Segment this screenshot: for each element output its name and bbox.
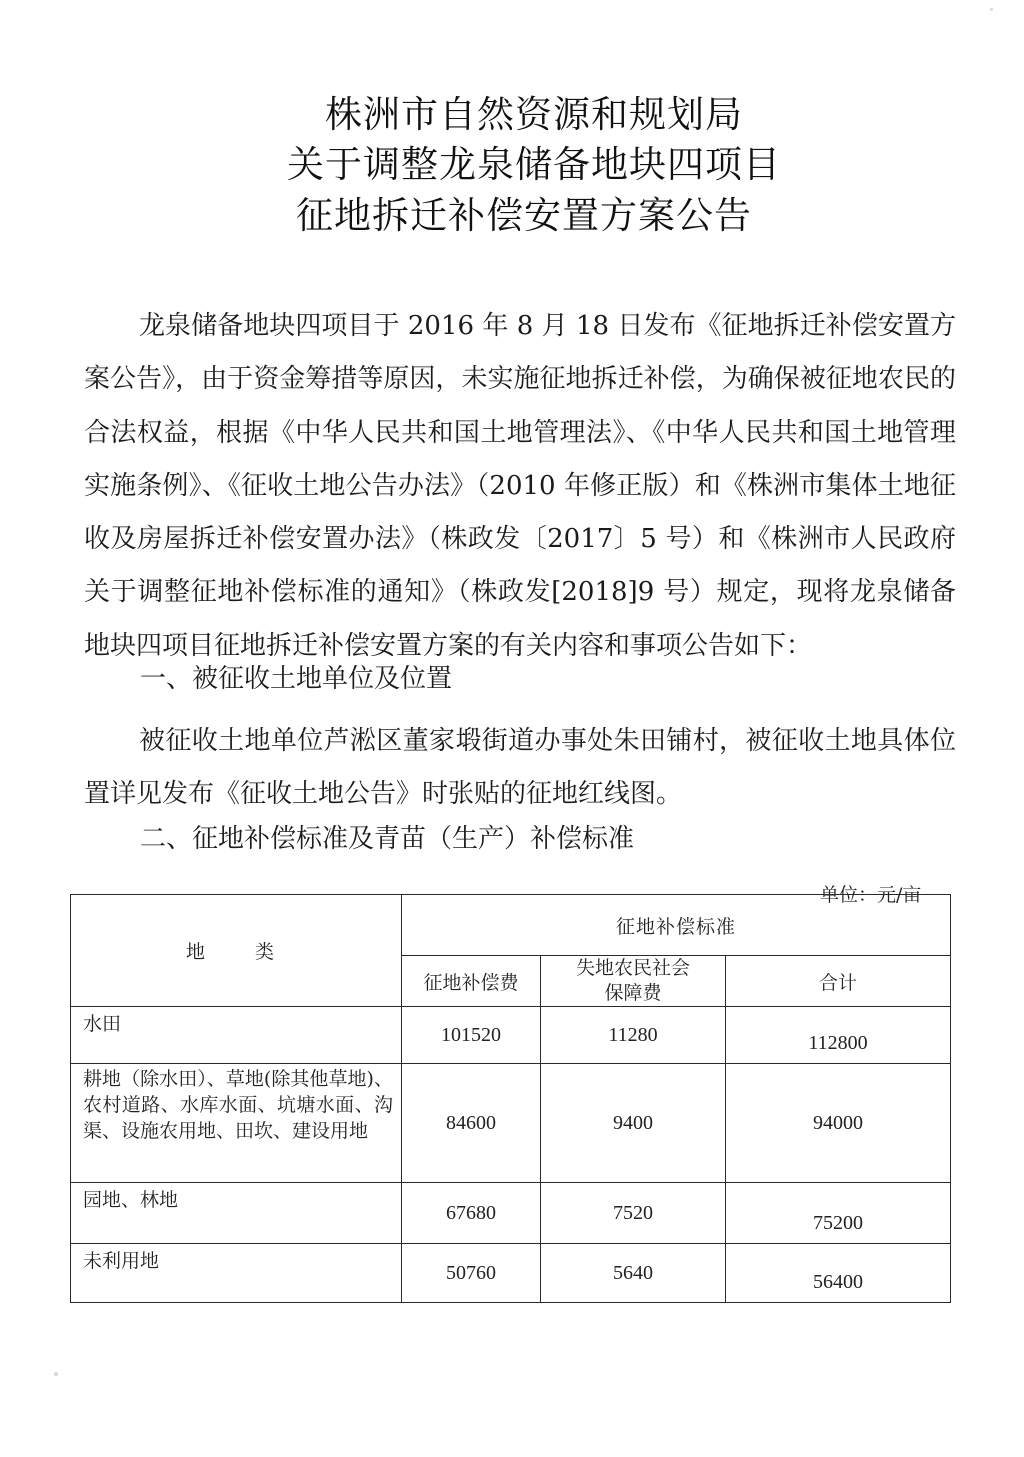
section-2-heading: 二、征地补偿标准及青苗（生产）补偿标准 — [140, 824, 635, 854]
table-row — [71, 1183, 951, 1244]
title-line-2: 关于调整龙泉储备地块四项目 — [287, 143, 781, 186]
header-social-security-fee — [541, 956, 726, 1007]
row-category: 未利用地 — [71, 1244, 402, 1303]
unit-label: 单位：元/亩 — [820, 884, 922, 906]
table-row — [71, 1007, 951, 1064]
header-land-type: 地 类 — [71, 895, 402, 1007]
table-row — [71, 1244, 951, 1303]
row-total: 56400 — [726, 1244, 951, 1303]
row-total: 112800 — [726, 1007, 951, 1064]
row-social-security: 11280 — [541, 1007, 726, 1064]
row-compensation: 101520 — [402, 1007, 541, 1064]
section-1-body: 被征收土地单位芦淞区董家塅街道办事处朱田铺村，被征收土地具体位置详见发布《征收土地公告》时张贴的征地红线图。 — [84, 726, 956, 810]
title-line-3: 征地拆迁补偿安置方案公告 — [296, 194, 752, 237]
row-category: 耕地（除水田）、草地(除其他草地)、农村道路、水库水面、坑塘水面、沟渠、设施农用地、田坎、建设用地 — [71, 1064, 402, 1183]
row-compensation: 67680 — [402, 1183, 541, 1244]
header-social-security-line-1: 失地农民社会 — [575, 957, 690, 979]
section-1-heading: 一、被征收土地单位及位置 — [140, 664, 453, 694]
scan-speck — [990, 8, 993, 11]
row-social-security: 9400 — [541, 1064, 726, 1183]
title-line-1: 株洲市自然资源和规划局 — [325, 93, 743, 136]
row-compensation: 84600 — [402, 1064, 541, 1183]
table-header-row — [71, 895, 951, 956]
row-social-security: 5640 — [541, 1244, 726, 1303]
row-category: 园地、林地 — [71, 1183, 402, 1244]
row-category: 水田 — [71, 1007, 402, 1064]
header-total: 合计 — [726, 956, 951, 1007]
row-compensation: 50760 — [402, 1244, 541, 1303]
table-row — [71, 1064, 951, 1183]
header-compensation-standard: 征地补偿标准 — [402, 895, 951, 956]
header-compensation-fee: 征地补偿费 — [402, 956, 541, 1007]
header-social-security-line-2: 保障费 — [604, 982, 662, 1004]
row-total: 94000 — [726, 1064, 951, 1183]
row-total: 75200 — [726, 1183, 951, 1244]
intro-paragraph: 龙泉储备地块四项目于 2016 年 8 月 18 日发布《征地拆迁补偿安置方案公告》，由于资金筹措等原因，未实施征地拆迁补偿，为确保被征地农民的合法权益，根据《中华人民共和国土地管理法》、《中华人民共和国土地管理实施条例》、《征收土地公告办法》（2010 年修正版）和《株洲市集体土地征收及房屋拆迁补偿安置办法》（株政发〔2017〕5 号）和《株洲市人民政府关于调整征地补偿标准的通知》（株政发[2018]9 号）规定，现将龙泉储备地块四项目征地拆迁补偿安置方案的有关内容和事项公告如下： — [84, 311, 956, 661]
row-social-security: 7520 — [541, 1183, 726, 1244]
scan-speck — [54, 1372, 58, 1376]
compensation-table — [70, 894, 951, 1303]
